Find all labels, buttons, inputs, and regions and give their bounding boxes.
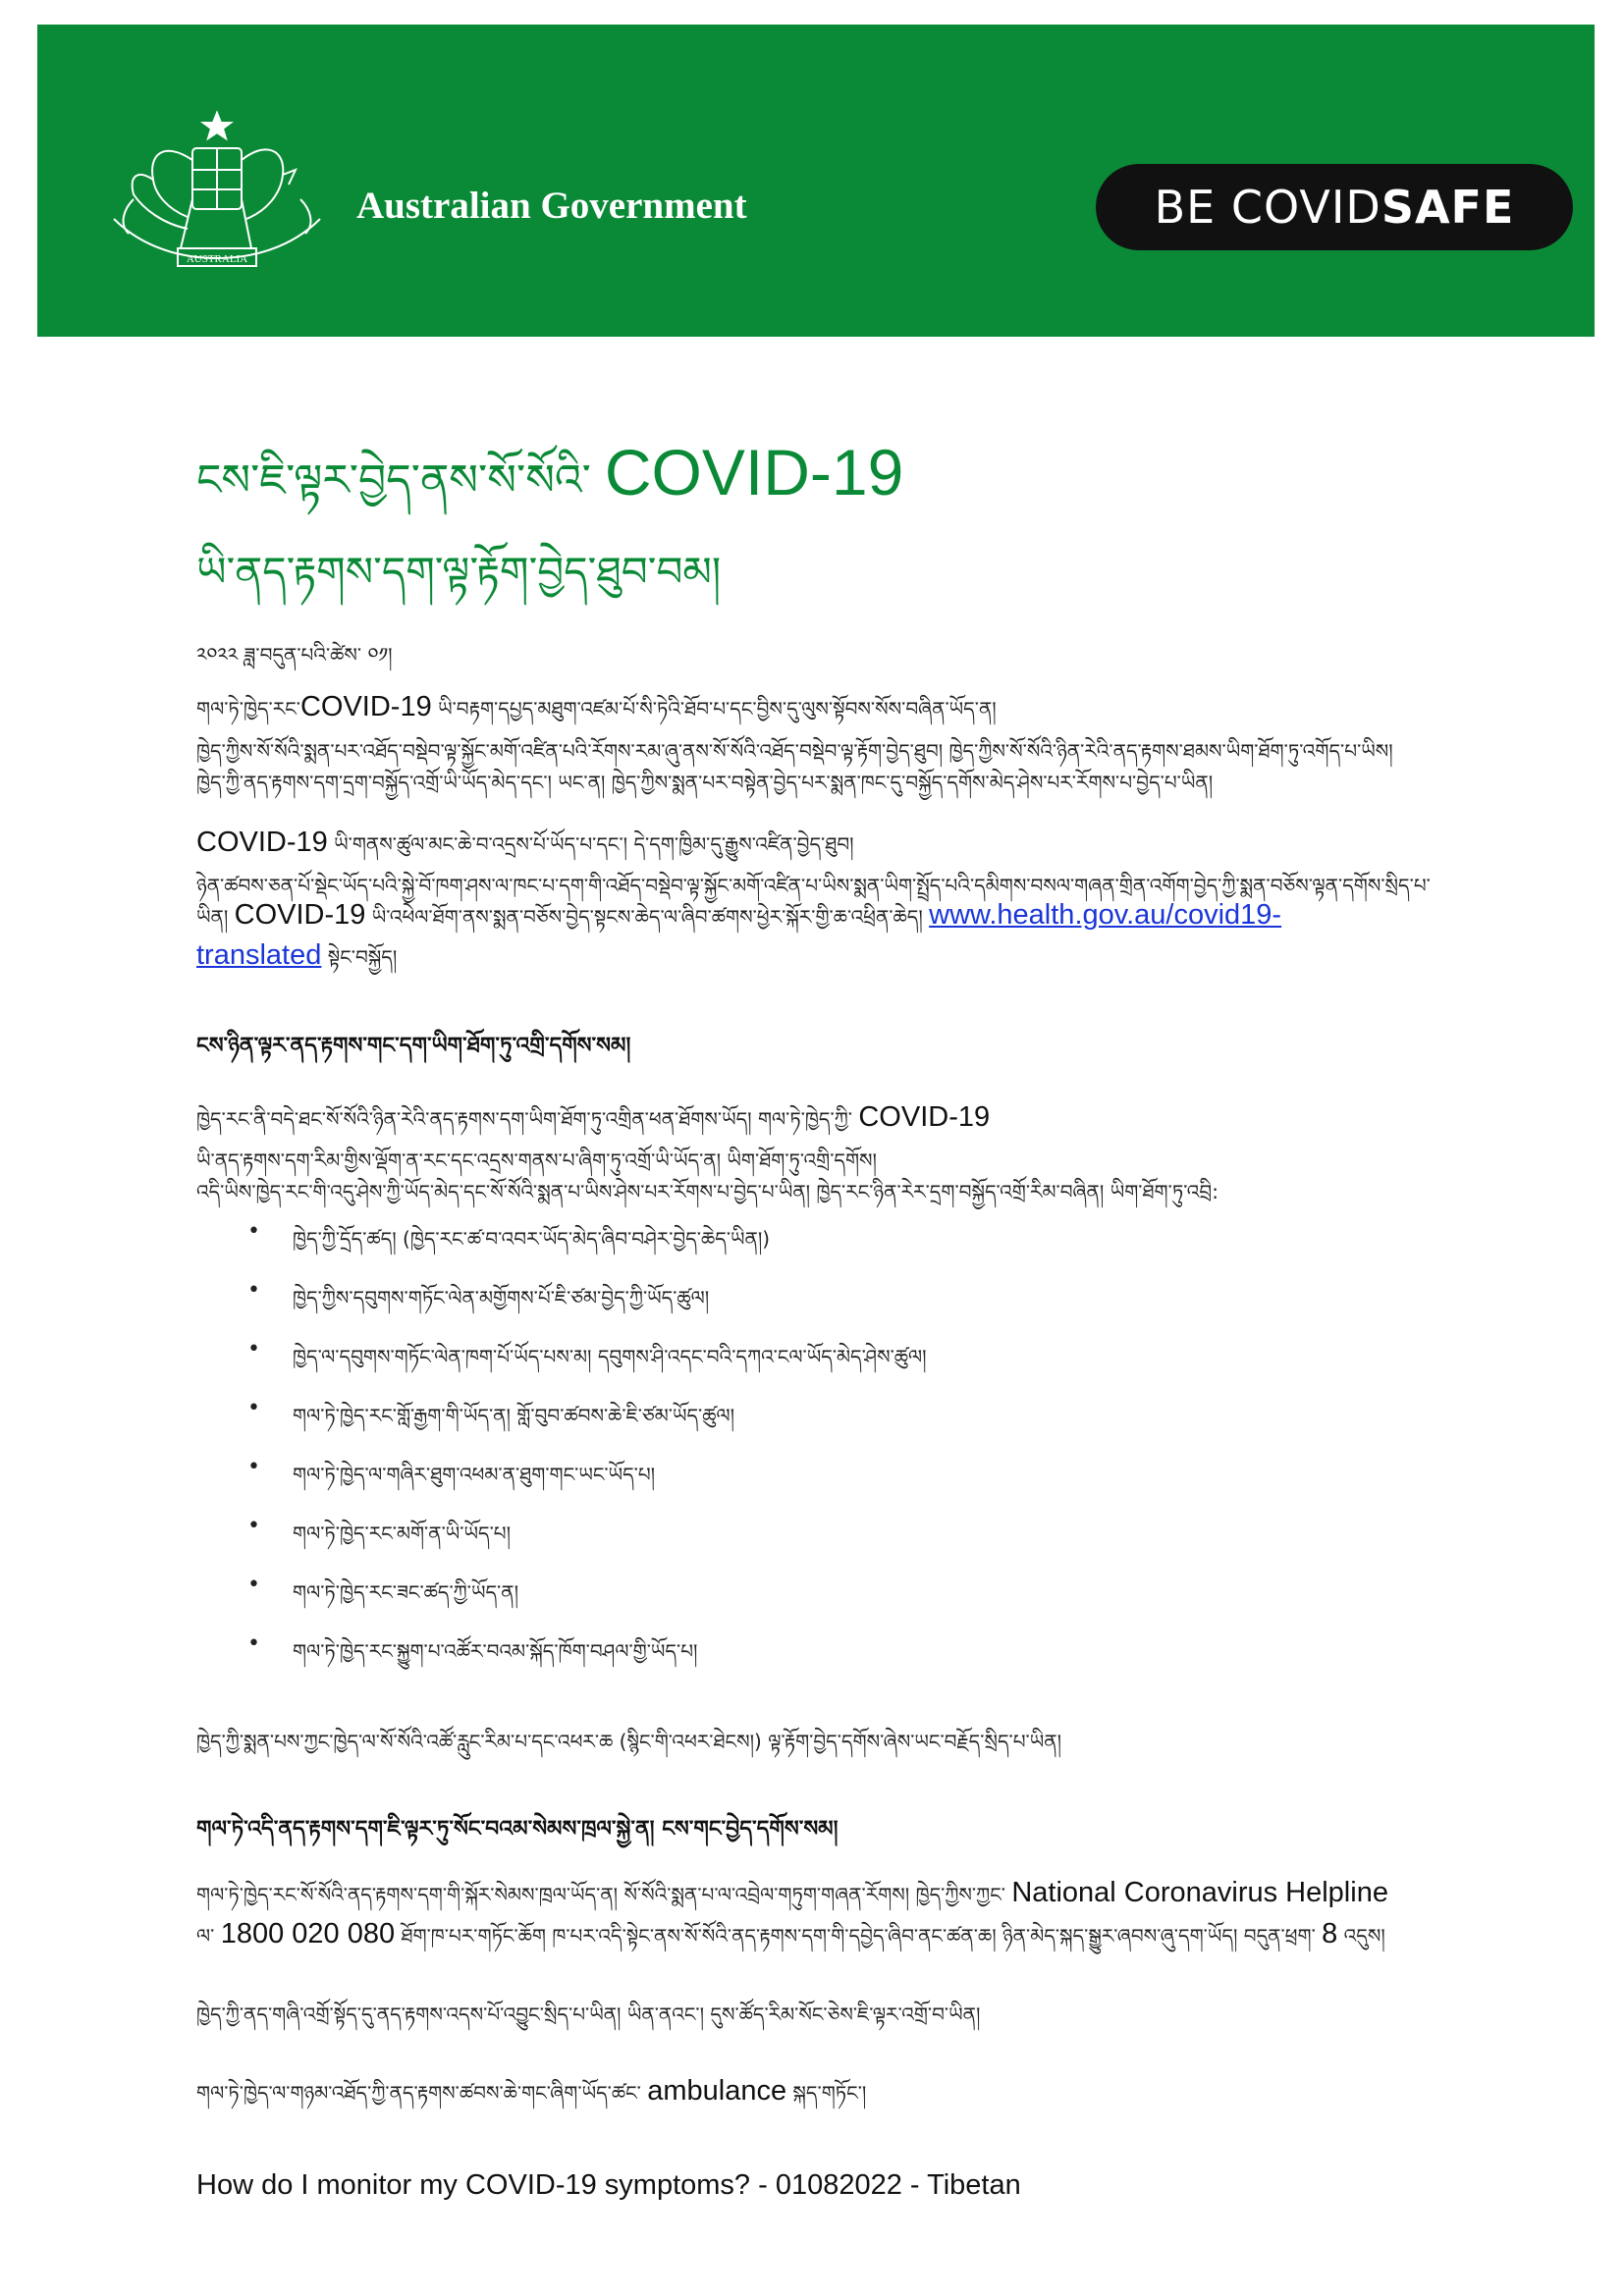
helpline-text: གལ་ཏེ་ཁྱེད་རང་སོ་སོའི་ནད་རྟགས་དག་གི་སྐོར་སེམས་ཁྲལ་ཡོད་ན། སོ་སོའི་སྨན་པ་ལ་འབྲེལ་གཏུག་གཞན་རོགས། ཁྱེད་ཀྱིས་ཀྱང་ xyxy=(196,1883,1012,1906)
bullet-icon: • xyxy=(247,1631,260,1656)
page-title-line2: ཡི་ནད་རྟགས་དག་ལྟ་རྟོག་བྱེད་ཐུབ་བམ། xyxy=(196,548,722,596)
coat-of-arms-icon xyxy=(94,101,340,288)
list-item xyxy=(247,1217,927,1276)
date-line: ༢༠༢༢ ཟླ་བདུན་པའི་ཚེས་ ༠༡། xyxy=(196,643,393,667)
section2-text-end: སྟེང་བསྐྱོད། xyxy=(321,945,398,969)
helpline-number: 1800 020 080 xyxy=(220,1918,396,1949)
ambulance-text-end: སྐད་གཏོང་། xyxy=(786,2081,867,2105)
list-item xyxy=(247,1512,927,1571)
intro-text-rest: ཡི་བརྟག་དཔྱད་མཐུག་འཛམ་པོ་སི་ཏེའི་ཐོབ་པ་དང་བྱིས་དུ་ལུས་སྟོབས་སོས་བཞིན་ཡོད་ན། xyxy=(431,697,997,721)
helpline-text-start: ལ་ xyxy=(196,1924,221,1948)
helpline-name: National Coronavirus Helpline xyxy=(1011,1877,1388,1908)
list-item xyxy=(247,1629,927,1688)
section3-covid: COVID-19 xyxy=(858,1101,991,1133)
list-item xyxy=(247,1571,927,1629)
section2-covid: COVID-19 xyxy=(196,827,328,858)
ambulance-text: གལ་ཏེ་ཁྱེད་ལ་གཉམ་འཐོད་ཀྱི་ནད་རྟགས་ཚབས་ཆེ་གང་ཞིག་ཡོད་ཚང་ xyxy=(196,2081,648,2105)
bullet-icon: • xyxy=(247,1455,260,1479)
section2-covid-2: COVID-19 xyxy=(234,899,366,931)
helpline-text-end: འདུས། xyxy=(1337,1924,1385,1948)
list-item-text: གལ་ཏེ་ཁྱེད་ལ་གཞིར་ཐུག་འཕམ་ན་ཐུག་གང་ཡང་ཡོད་པ། xyxy=(293,1463,656,1486)
title-covid: COVID-19 xyxy=(604,436,904,508)
section3-line-2: ཡི་ནད་རྟགས་དག་རིམ་གྱིས་ལྡོག་ན་རང་དང་འདྲས་གནས་པ་ཞིག་ཏུ་འགྲོ་ཡི་ཡོད་ན། ཡིག་ཐོག་ཏུ་འགྲི་དགོས། xyxy=(196,1148,877,1172)
helpline-text-rest: ཐོག་ཁ་པར་གཏོང་ཆོག ཁ་པར་འདི་སྟེང་ནས་སོ་སོའི་ནད་རྟགས་དག་གི་དབྱེད་ཞིབ་ནང་ཚན་ཆ། ཉིན་མེད་སྐད་སྒྱུར་ཞབས་ཞུ་དག་ཡོད། བདུན་ཕྲག་ xyxy=(395,1924,1323,1948)
list-item-text: གལ་ཏེ་ཁྱེད་རང་གློ་རྒྱག་གི་ཡོད་ན། གློ་བུབ་ཚབས་ཆེ་ཇི་ཙམ་ཡོད་ཚུལ། xyxy=(293,1404,735,1427)
list-item-text: གལ་ཏེ་ཁྱེད་རང་ཟང་ཚད་ཀྱི་ཡོད་ན། xyxy=(293,1580,519,1604)
ambulance-word: ambulance xyxy=(647,2075,787,2107)
bullet-icon: • xyxy=(247,1219,260,1244)
page-footer: How do I monitor my COVID-19 symptoms? - 01082022 - Tibetan xyxy=(196,2169,1021,2201)
doctor-note-line: ཁྱེད་ཀྱི་སྨན་པས་ཀྱང་ཁྱེད་ལ་སོ་སོའི་འཚོ་རླུང་རིམ་པ་དང་འཕར་ཆ (སྙིང་གི་འཕར་ཐེངས།) ལྟ་རྟོག་བྱེད་དགོས་ཞེས་ཡང་བརྗོད་སྲིད་པ་ཡིན། xyxy=(196,1730,1062,1753)
bullet-icon: • xyxy=(247,1573,260,1597)
bullet-icon: • xyxy=(247,1278,260,1303)
bullet-icon: • xyxy=(247,1514,260,1538)
section-heading-record: ངས་ཉིན་ལྟར་ནད་རྟགས་གང་དག་ཡིག་ཐོག་ཏུ་འགྲི་དགོས་སམ། xyxy=(196,1034,631,1058)
badge-text-part1: BE COVID xyxy=(1154,181,1381,234)
section-heading-worried: གལ་ཏེ་འདི་ནད་རྟགས་དག་ཇི་ལྟར་ཏུ་སོང་བའམ་སེམས་ཁྲལ་སྐྱེ་ན། ངས་གང་བྱེད་དགོས་སམ། xyxy=(196,1817,839,1842)
list-item xyxy=(247,1335,927,1394)
svg-text:AUSTRALIA: AUSTRALIA xyxy=(186,253,248,265)
symptom-progress-line: ཁྱེད་ཀྱི་ནད་གཞི་འགྲོ་སྟོད་དུ་ནད་རྟགས་འདས་པོ་འབྱུང་སྲིད་པ་ཡིན། ཡིན་ནའང་། དུས་ཚོད་རིམ་སོང་ཅེས་ཇི་ལྟར་འགྲོ་བ་ཡིན། xyxy=(196,2002,981,2026)
list-item xyxy=(247,1453,927,1512)
list-item-text: གལ་ཏེ་ཁྱེད་རང་མགོ་ན་ཡི་ཡོད་པ། xyxy=(293,1522,512,1545)
section2-text-start: ཡིན། xyxy=(196,905,235,929)
section2-line-2: ཉེན་ཚབས་ཅན་པོ་སྡེང་ཡོད་པའི་སྐྱེ་བོ་ཁག་ཤས་ལ་ཁང་པ་དག་གི་འཐོད་བསྡེབ་ལྟ་སྐྱོང་མགོ་འཛིན་པ་ཡིས་སྨན་ཡིག་སྤྲོད་པའི་དམིགས་བསལ་གཞན་གྲིན་འགོག་བྱེད་ཀྱི་སྨན་བཅོས་ལྟན་དགོས་སྲིད་པ་ xyxy=(196,874,1431,897)
health-link-continued[interactable]: translated xyxy=(196,939,322,971)
badge-text-part2: SAFE xyxy=(1380,181,1515,234)
symptom-list xyxy=(247,1217,927,1688)
helpline-line-2 xyxy=(196,1914,1385,1969)
health-link[interactable]: www.health.gov.au/covid19- xyxy=(929,899,1282,931)
government-name: Australian Government xyxy=(356,185,747,227)
list-item-text: ཁྱེད་ཀྱིས་དབུགས་གཏོང་ལེན་མགྱོགས་པོ་ཇི་ཙམ་བྱེད་ཀྱི་ཡོད་ཚུལ། xyxy=(293,1286,710,1309)
helpline-days: 8 xyxy=(1322,1918,1338,1949)
header-banner xyxy=(37,25,1595,337)
section2-line-4 xyxy=(196,935,397,990)
list-item-text: ཁྱེད་ལ་དབུགས་གཏོང་ལེན་ཁག་པོ་ཡོད་པས་མ། དབུགས་ཤི་འདང་བའི་དཀའ་ངལ་ཡོད་མེད་ཤེས་ཚུལ། xyxy=(293,1345,927,1368)
ambulance-line xyxy=(196,2071,866,2126)
bullet-icon: • xyxy=(247,1337,260,1362)
section3-text: ཁྱེད་རང་ནི་བདེ་ཐང་སོ་སོའི་ཉིན་རེའི་ནད་རྟགས་དག་ཡིག་ཐོག་ཏུ་འགྲིན་ཕན་ཐོགས་ཡོད། གལ་ཏེ་ཁྱེད་ཀྱི་ xyxy=(196,1107,859,1131)
list-item xyxy=(247,1394,927,1453)
title-tibetan: ངས་ཇི་ལྟར་བྱེད་ནས་སོ་སོའི་ xyxy=(196,455,591,506)
intro-line-3: ཁྱེད་ཀྱི་ནད་རྟགས་དག་དྲག་བསྐྱོད་འགྲོ་ཡི་ཡོད་མེད་དང་། ཡང་ན། ཁྱེད་ཀྱིས་སྨན་པར་བསྟེན་བྱེད་པར་སྨན་ཁང་དུ་བསྐྱོད་དགོས་མེད་ཤེས་པར་རོགས་པ་བྱེད་པ་ཡིན། xyxy=(196,771,1214,794)
bullet-icon: • xyxy=(247,1396,260,1420)
section3-line-3: འདི་ཡིས་ཁྱེད་རང་གི་འདུ་ཤེས་ཀྱི་ཡོད་མེད་དང་སོ་སོའི་སྨན་པ་ཡིས་ཤེས་པར་རོགས་པ་བྱེད་པ་ཡིན། ཁྱེད་རང་ཉིན་རེར་དྲག་བསྐྱོད་འགྲོ་རིམ་བཞིན། ཡིག་ཐོག་ཏུ་འབྲི: xyxy=(196,1180,1218,1203)
section2-text-rest: ཡི་འཕེལ་ཐོག་ནས་སྨན་བཅོས་བྱེད་སྟངས་ཆེད་ལ་ཞིབ་ཚགས་ཕྱེར་སྐོར་གྱི་ཆ་འཕྲིན་ཆེད། xyxy=(365,905,930,929)
intro-line-2: ཁྱེད་ཀྱིས་སོ་སོའི་སྨན་པར་འཐོད་བསྡེབ་ལྟ་སྐྱོང་མགོ་འཛིན་པའི་རོགས་རམ་ཞུ་ནས་སོ་སོའི་འཐོད་བསྡེབ་ལྟ་རྟོག་བྱེད་ཐུབ། ཁྱེད་ཀྱིས་སོ་སོའི་ཉིན་རེའི་ནད་རྟགས་ཐམས་ཡིག་ཐོག་ཏུ་འགོད་པ་ཡིས། xyxy=(196,739,1393,763)
list-item xyxy=(247,1276,927,1335)
intro-covid: COVID-19 xyxy=(299,691,432,722)
intro-text: གལ་ཏེ་ཁྱེད་རང་ xyxy=(196,697,300,721)
list-item-text: གལ་ཏེ་ཁྱེད་རང་སྐྱུག་པ་འཚོར་བའམ་སྐོད་ཁོག་བཤལ་གྱི་ཡོད་པ། xyxy=(293,1639,698,1663)
list-item-text: ཁྱེད་ཀྱི་དྲོད་ཚད། (ཁྱེད་རང་ཚ་བ་འབར་ཡོད་མེད་ཞིབ་བཤེར་བྱེད་ཆེད་ཡིན།) xyxy=(293,1227,771,1251)
section2-text: ཡི་གནས་ཚུལ་མང་ཆེ་བ་འདྲས་པོ་ཡོད་པ་དང་། དེ་དག་ཁྱིམ་དུ་རྒྱུས་འཛིན་བྱེད་ཐུབ། xyxy=(327,832,854,856)
be-covidsafe-badge xyxy=(1096,164,1573,250)
